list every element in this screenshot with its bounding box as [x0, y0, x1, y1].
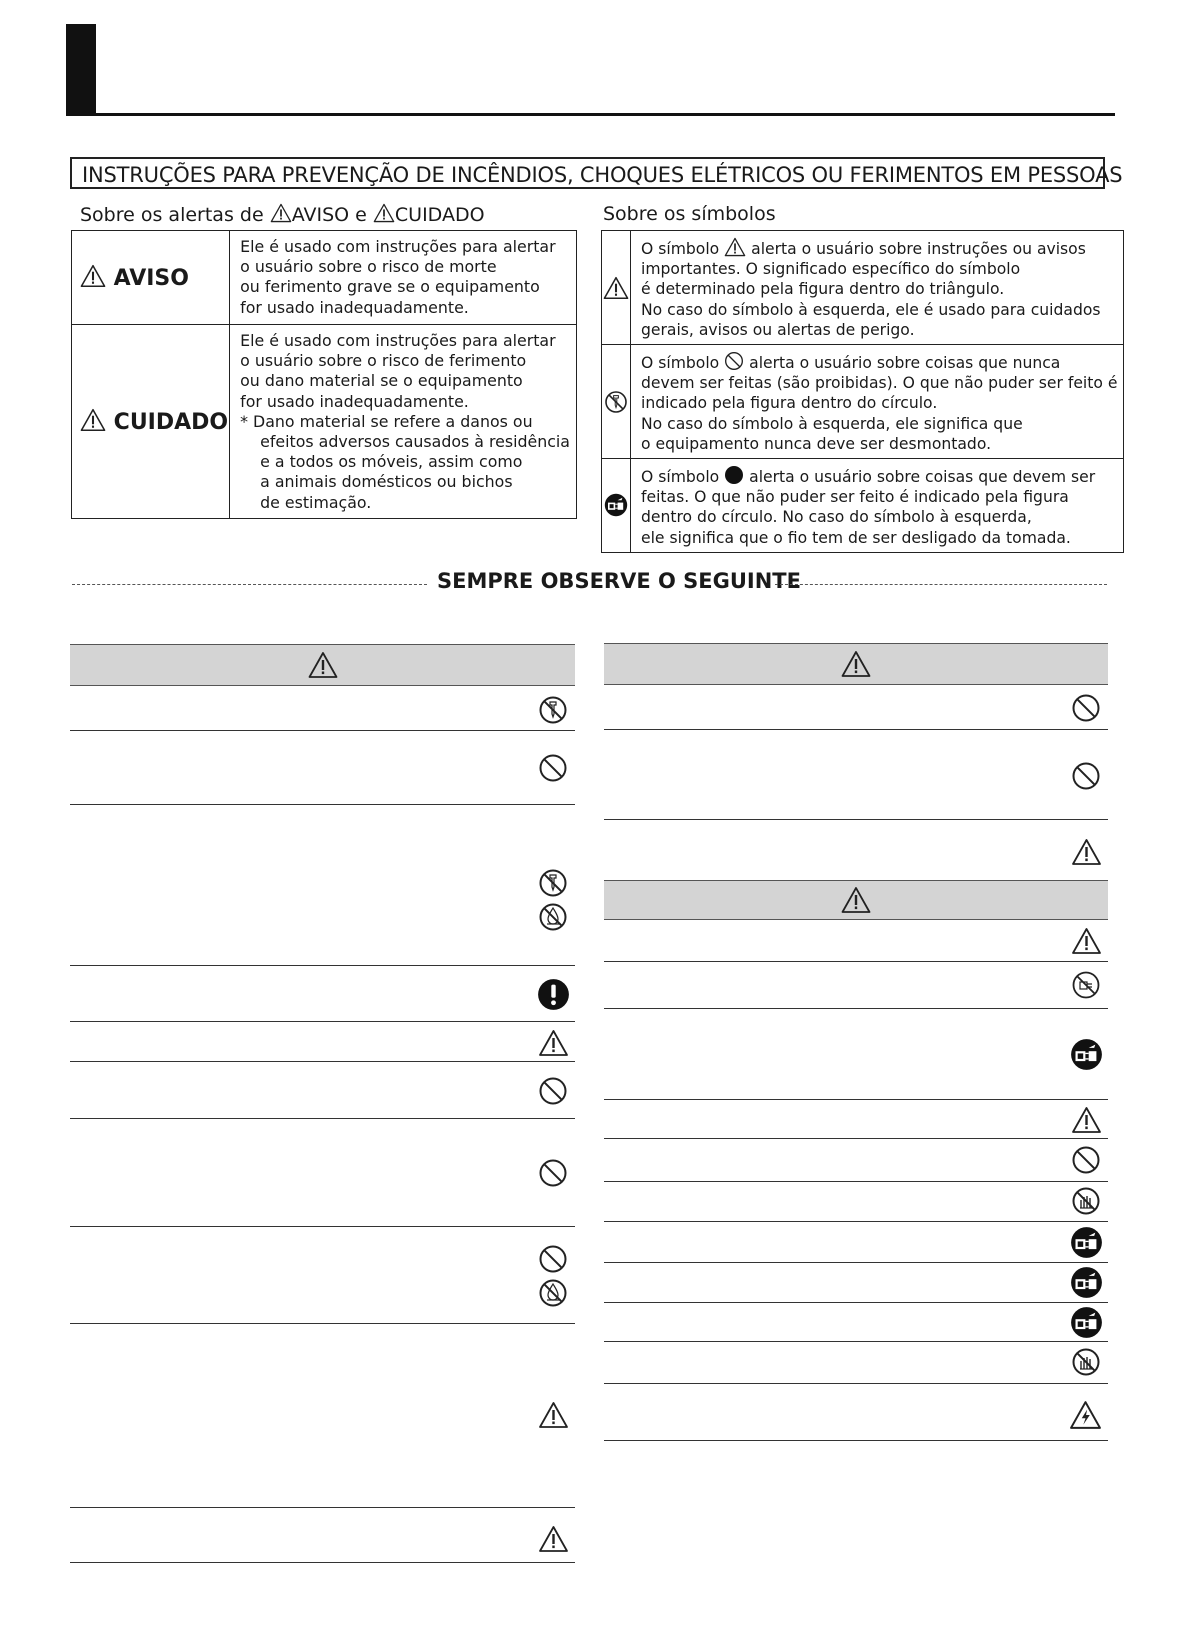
list-item — [70, 1062, 575, 1119]
divider-left — [72, 584, 427, 585]
warning-triangle-icon — [1071, 1106, 1102, 1134]
cuidado-label: CUIDADO — [113, 410, 229, 435]
prohibited-icon — [538, 753, 568, 783]
warning-triangle-icon — [538, 1401, 569, 1429]
no-water-icon — [538, 1278, 568, 1308]
unplug-icon — [1070, 1226, 1103, 1259]
warning-triangle-icon — [1071, 927, 1102, 955]
unplug-icon — [1070, 1266, 1103, 1299]
prohibited-icon — [538, 1158, 568, 1188]
list-item — [604, 1342, 1108, 1384]
warning-triangle-icon — [841, 650, 871, 678]
prohibited-icon — [538, 1076, 568, 1106]
list-item — [604, 1139, 1108, 1182]
warning-triangle-icon — [603, 276, 629, 300]
warning-triangle-icon — [270, 203, 292, 223]
list-item — [70, 1324, 575, 1508]
prohibited-icon — [1071, 1145, 1101, 1175]
no-plug-icon — [1071, 970, 1101, 1000]
list-item — [70, 686, 575, 731]
list-item — [70, 1227, 575, 1324]
warning-band — [604, 643, 1108, 685]
alerts-table — [71, 230, 577, 519]
divider-right — [775, 584, 1107, 585]
warning-triangle-icon — [80, 408, 106, 432]
list-item — [70, 966, 575, 1022]
triangle-symbol-description: O símbolo alerta o usuário sobre instruções ou avisos importantes. O significado específico do símbolo é determinado pela figura dentro do triângulo. No caso do símbolo à esquerda, ele é usado para cuidados gerais, avisos ou alertas de perigo. — [631, 231, 1124, 345]
chapter-marker — [66, 24, 96, 116]
warning-triangle-icon — [841, 886, 871, 914]
no-touch-icon — [1071, 1186, 1101, 1216]
list-item — [604, 1263, 1108, 1303]
list-item — [604, 1384, 1108, 1441]
mandatory-icon — [537, 978, 570, 1011]
aviso-label: AVISO — [113, 266, 189, 291]
symbols-heading: Sobre os símbolos — [603, 203, 776, 225]
mandatory-dot-icon — [724, 465, 744, 485]
unplug-icon — [1070, 1306, 1103, 1339]
list-item — [70, 1119, 575, 1227]
warning-triangle-icon — [538, 1525, 569, 1553]
warning-triangle-icon — [308, 651, 338, 679]
page-title: INSTRUÇÕES PARA PREVENÇÃO DE INCÊNDIOS, CHOQUES ELÉTRICOS OU FERIMENTOS EM PESSOAS — [70, 157, 1105, 189]
list-item — [604, 1303, 1108, 1342]
list-item — [604, 730, 1108, 820]
aviso-label-cell — [72, 231, 230, 325]
mandatory-symbol-description: O símbolo alerta o usuário sobre coisas que devem ser feitas. O que não puder ser feito é indicado pela figura dentro do círculo. No caso do símbolo à esquerda, ele significa que o fio tem de ser desligado da tomada. — [631, 459, 1124, 553]
list-item — [604, 1222, 1108, 1263]
no-touch-icon — [1071, 1347, 1101, 1377]
no-disassemble-icon — [538, 695, 568, 725]
no-disassemble-icon — [538, 868, 568, 898]
alerts-heading: Sobre os alertas de AVISO e CUIDADO — [80, 204, 485, 226]
warning-triangle-icon — [538, 1029, 569, 1057]
list-item — [604, 1009, 1108, 1100]
no-water-icon — [538, 902, 568, 932]
no-disassemble-icon — [604, 390, 628, 414]
warning-triangle-icon — [724, 237, 746, 257]
prohibited-icon — [1071, 761, 1101, 791]
list-item — [604, 1182, 1108, 1222]
warning-triangle-icon — [80, 264, 106, 288]
prohibited-icon — [1071, 693, 1101, 723]
cuidado-label-cell — [72, 325, 230, 519]
always-observe-heading: SEMPRE OBSERVE O SEGUINTE — [437, 569, 801, 593]
list-item — [604, 685, 1108, 730]
header-rule — [66, 113, 1115, 116]
aviso-description: Ele é usado com instruções para alertar o usuário sobre o risco de morte ou ferimento grave se o equipamento for usado inadequadamente. — [230, 231, 577, 325]
unplug-icon — [604, 493, 628, 517]
prohibited-symbol-description: O símbolo alerta o usuário sobre coisas que nunca devem ser feitas (são proibidas). O que não puder ser feito é indicado pela figura dentro do círculo. No caso do símbolo à esquerda, ele significa que o equipamento nunca deve ser desmontado. — [631, 345, 1124, 459]
list-item — [604, 920, 1108, 962]
prohibited-icon — [538, 1244, 568, 1274]
list-item — [70, 1508, 575, 1563]
list-item — [604, 820, 1108, 880]
prohibited-icon — [724, 351, 744, 371]
cuidado-description: Ele é usado com instruções para alertar o usuário sobre o risco de ferimento ou dano material se o equipamento for usado inadequadamente. * Dano material se refere a danos ou efeitos adversos causados à residência e a todos os móveis, assim como a animais domésticos ou bichos de estimação. — [230, 325, 577, 519]
electric-shock-icon — [1069, 1400, 1102, 1430]
list-item — [70, 1022, 575, 1062]
unplug-icon — [1070, 1038, 1103, 1071]
list-item — [70, 805, 575, 966]
list-item — [70, 731, 575, 805]
list-item — [604, 962, 1108, 1009]
warning-band — [70, 644, 575, 686]
list-item — [604, 1100, 1108, 1139]
warning-triangle-icon — [373, 203, 395, 223]
caution-band — [604, 880, 1108, 920]
warning-triangle-icon — [1071, 838, 1102, 866]
symbols-table — [601, 230, 1124, 553]
